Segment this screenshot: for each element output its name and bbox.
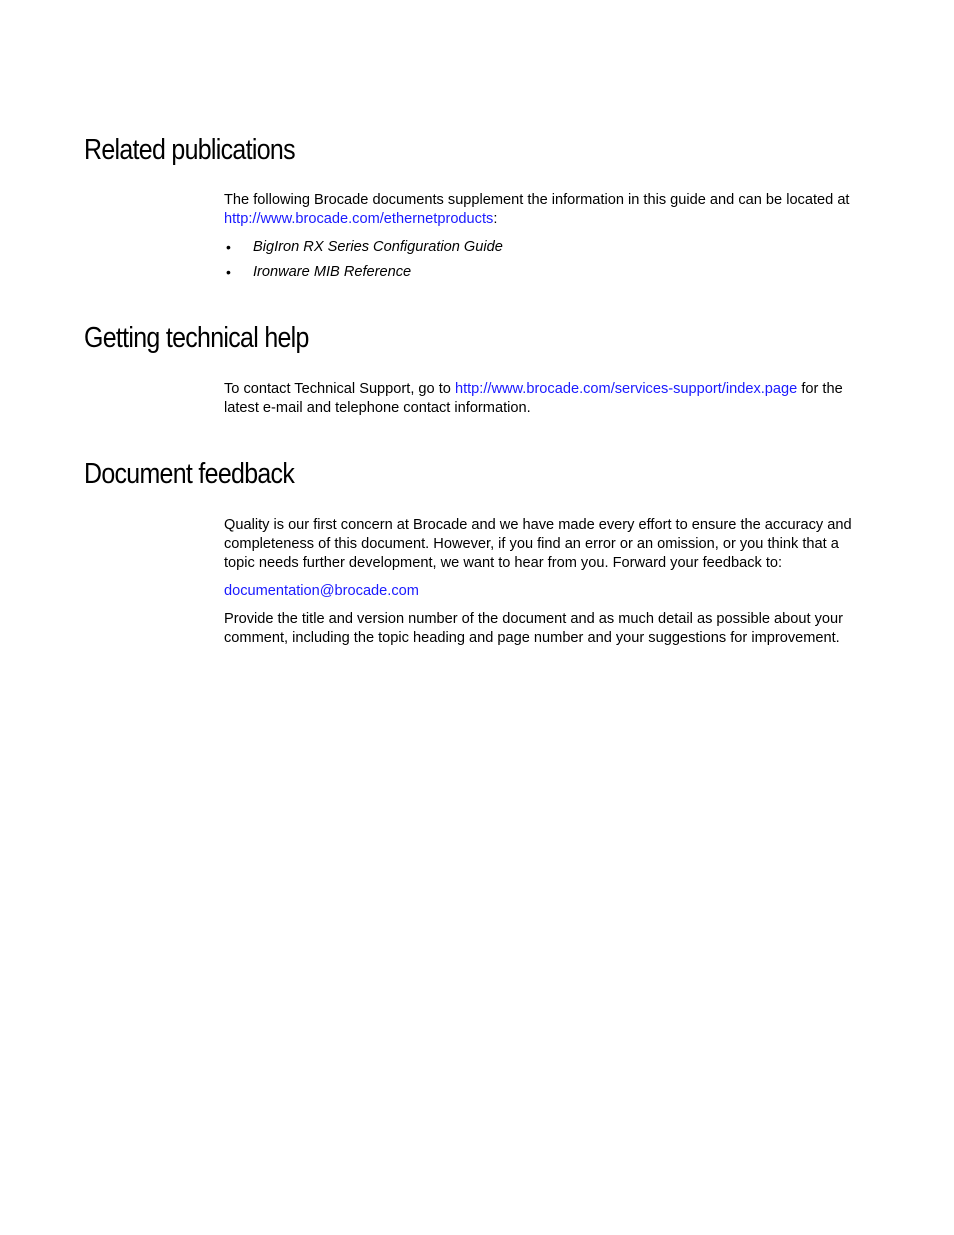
publication-title: Ironware MIB Reference (253, 264, 412, 280)
list-item (224, 238, 869, 263)
publications-list (224, 238, 869, 288)
document-feedback-heading: Document feedback (84, 458, 295, 490)
feedback-paragraph-2: Provide the title and version number of the document and as much detail as possible about your comment, including the topic heading and page number and your suggestions for improvement. (224, 611, 843, 646)
feedback-email-link[interactable]: documentation@brocade.com (224, 583, 419, 599)
feedback-paragraph-1: Quality is our first concern at Brocade and we have made every effort to ensure the accuracy and completeness of this document. However, if you find an error or an omission, or you think that a topic needs further development, we want to hear from you. Forward your feedback to: (224, 517, 852, 571)
ethernet-products-link[interactable]: http://www.brocade.com/ethernetproducts (224, 211, 494, 227)
support-text-before: To contact Technical Support, go to (224, 381, 451, 397)
related-publications-section (224, 191, 869, 288)
document-feedback-section (224, 516, 869, 648)
technical-help-heading: Getting technical help (84, 322, 309, 354)
related-publications-intro (224, 191, 869, 229)
support-text-after: for the latest e-mail and telephone contact information. (224, 381, 843, 416)
technical-help-section (224, 380, 869, 418)
related-publications-heading: Related publications (84, 134, 295, 166)
feedback-email-line (224, 582, 869, 601)
technical-help-text (224, 380, 869, 418)
bullet-icon: • (226, 264, 231, 280)
intro-suffix: : (493, 211, 498, 227)
bullet-icon: • (226, 239, 231, 255)
publication-title: BigIron RX Series Configuration Guide (253, 239, 503, 255)
list-item (224, 263, 869, 288)
support-link[interactable]: http://www.brocade.com/services-support/index.page (454, 381, 798, 397)
intro-text: The following Brocade documents supplement the information in this guide and can be located at (224, 192, 850, 208)
